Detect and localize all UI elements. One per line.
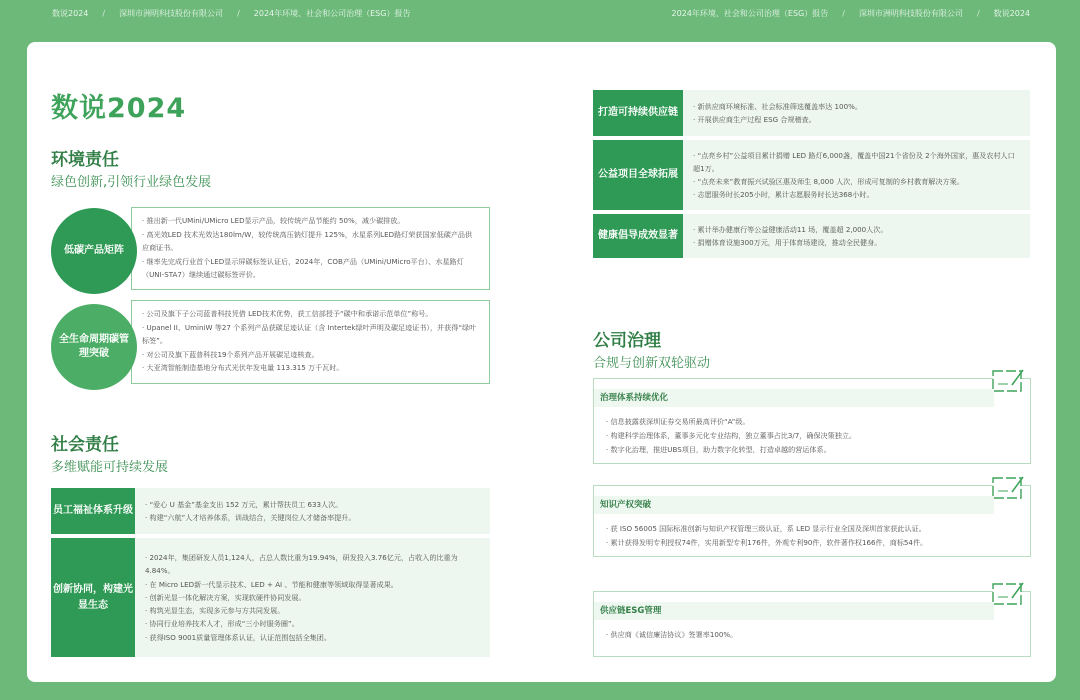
box-heading: 知识产权突破	[594, 496, 994, 514]
governance-system-box	[593, 378, 1031, 464]
list-item: · 获 ISO 56005 国际标准创新与知识产权管理三级认证，系 LED 显示行业全国及深圳首家获此认证。	[606, 524, 926, 533]
list-item: · 开展供应商生产过程 ESG 合规稽查。	[693, 115, 816, 124]
list-item: · 信息披露获深圳证券交易所最高评价“A”级。	[606, 417, 750, 426]
breadcrumb-left	[52, 8, 410, 19]
breadcrumb-separator: /	[237, 9, 240, 18]
governance-title: 公司治理	[593, 331, 661, 351]
list-item: · 继率先完成行业首个LED显示屏碳标签认证后，2024年，COB产品（UMini/UMicro平台）、水星路灯（UNI-STA7）继续通过碳标签评价。	[142, 256, 464, 280]
list-item: · “点亮乡村”公益项目累计捐赠 LED 路灯6,000盏，覆盖中国21个省份及 2个海外国家，惠及农村人口超1万。	[693, 150, 1015, 173]
social-subtitle: 多维赋能可持续发展	[51, 460, 169, 475]
breadcrumb-item[interactable]: 深圳市洲明科技股份有限公司	[858, 9, 963, 18]
low-carbon-products-box	[131, 207, 490, 290]
social-title: 社会责任	[51, 435, 119, 455]
report-page	[27, 42, 1056, 682]
row-label: 创新协同，构建光显生态	[51, 538, 135, 657]
lifecycle-carbon-box	[131, 300, 490, 384]
list-item: · 新供应商环境标准、社会标准筛选覆盖率达 100%。	[693, 101, 862, 111]
document-pen-icon	[992, 474, 1026, 500]
list-item: · 2024年，集团研发人员1,124人，占总人数比重为19.94%，研发投入3.76亿元，占收入的比重为4.84%。	[145, 553, 458, 576]
supply-chain-esg-box	[593, 591, 1031, 657]
breadcrumb-separator: /	[102, 9, 106, 18]
breadcrumb-item[interactable]: 2024年环境、社会和公司治理（ESG）报告	[671, 9, 829, 18]
list-item: · 累计举办健康行等公益健康活动11 场，覆盖超 2,000人次。	[693, 224, 888, 234]
lifecycle-carbon-badge: 全生命周期碳管理突破	[51, 304, 137, 390]
top-breadcrumb-bar	[0, 0, 1080, 28]
list-item: · 供应商《诚信廉洁协议》签署率100%。	[606, 630, 738, 639]
document-pen-icon	[992, 580, 1026, 606]
list-item: · Upanel II、UminiW 等27 个系列产品获碳足迹认证（含 Intertek绿叶声明及碳足迹证书），并获得“绿叶标签”。	[142, 322, 477, 346]
box-content	[594, 620, 1030, 650]
breadcrumb-item[interactable]: 2024年环境、社会和公司治理（ESG）报告	[253, 9, 411, 18]
breadcrumb-separator: /	[842, 9, 845, 18]
row-content	[683, 214, 897, 258]
box-content	[594, 407, 1030, 465]
list-item: · 志愿服务时长205小时，累计志愿服务时长达368小时。	[693, 190, 874, 200]
list-item: · 公司及旗下子公司蓝普科技凭借 LED技术优势，获工信部授予“碳中和承诺示范单位”称号。	[142, 309, 433, 318]
supply-chain-row	[593, 90, 1030, 136]
list-item: · 捐赠体育设施300万元，用于体育场建设，推动全民健身。	[693, 238, 882, 247]
list-item: · 数字化治理，推进UBS项目，助力数字化转型，打造卓越的营运体系。	[606, 445, 831, 454]
list-item: · 获得ISO 9001质量管理体系认证，认证范围包括全集团。	[145, 632, 331, 642]
box-heading: 供应链ESG管理	[594, 602, 994, 620]
innovation-ecosystem-row	[51, 538, 490, 657]
row-label: 健康倡导成效显著	[593, 214, 683, 258]
list-item: · 协同行业培养技术人才，形成“三小时服务圈”。	[145, 619, 299, 629]
row-label: 公益项目全球拓展	[593, 140, 683, 210]
environment-title: 环境责任	[51, 150, 119, 170]
row-content	[135, 538, 490, 657]
row-content	[683, 90, 872, 136]
row-label: 员工福祉体系升级	[51, 488, 135, 534]
list-item: · 构建“六航”人才培养体系，训战结合，关键岗位人才储备率提升。	[145, 513, 356, 522]
list-item: · 创新光显一体化解决方案，实现软硬件协同发展。	[145, 592, 306, 602]
page-title: 数说2024	[51, 93, 187, 124]
list-item: · 对公司及旗下蓝普科技19个系列产品开展碳足迹核查。	[142, 349, 319, 359]
list-item: · 构建科学治理体系，董事多元化专业结构，独立董事占比3/7，确保决策独立。	[606, 431, 857, 440]
breadcrumb-separator: /	[976, 9, 980, 18]
breadcrumb-item[interactable]: 深圳市洲明科技股份有限公司	[119, 9, 224, 18]
list-item: · 在 Micro LED新一代显示技术、LED + AI 、节能和健康等领域取得显著成果。	[145, 579, 398, 589]
low-carbon-products-badge: 低碳产品矩阵	[51, 208, 137, 294]
ip-breakthrough-box	[593, 485, 1031, 557]
environment-subtitle: 绿色创新,引领行业绿色发展	[51, 175, 212, 190]
row-content	[135, 488, 365, 534]
box-content	[594, 514, 1030, 558]
list-item: · “爱心 U 基金”基金支出 152 万元，累计帮扶员工 633人次。	[145, 499, 343, 509]
breadcrumb-item[interactable]: 数说2024	[993, 9, 1030, 18]
public-welfare-row	[593, 140, 1030, 210]
employee-welfare-row	[51, 488, 490, 534]
row-content	[683, 140, 1030, 210]
breadcrumb-right	[672, 8, 1030, 19]
list-item: · 高光效LED 技术光效达180lm/W，较传统高压钠灯提升 125%，水星系列LED路灯荣获国家低碳产品供应商证书。	[142, 229, 473, 253]
governance-subtitle: 合规与创新双轮驱动	[593, 356, 711, 371]
row-label: 打造可持续供应链	[593, 90, 683, 136]
health-advocacy-row	[593, 214, 1030, 258]
box-heading: 治理体系持续优化	[594, 389, 994, 407]
list-item: · “点亮未来”教育振兴试验区惠及师生 8,000 人次，形成可复制的乡村教育解决方案。	[693, 177, 964, 186]
list-item: · 大亚湾智能制造基地分布式光伏年发电量 113.315 万千瓦时。	[142, 363, 344, 373]
list-item: · 累计获得发明专利授权74件，实用新型专利176件，外观专利90件，软件著作权166件，商标54件。	[606, 538, 928, 547]
breadcrumb-item[interactable]: 数说2024	[52, 9, 89, 18]
list-item: · 推出新一代UMini/UMicro LED显示产品，较传统产品节能约 50%，减少碳排放。	[142, 216, 405, 225]
document-pen-icon	[992, 367, 1026, 393]
list-item: · 构筑光显生态，实现多元参与方共同发展。	[145, 606, 285, 616]
